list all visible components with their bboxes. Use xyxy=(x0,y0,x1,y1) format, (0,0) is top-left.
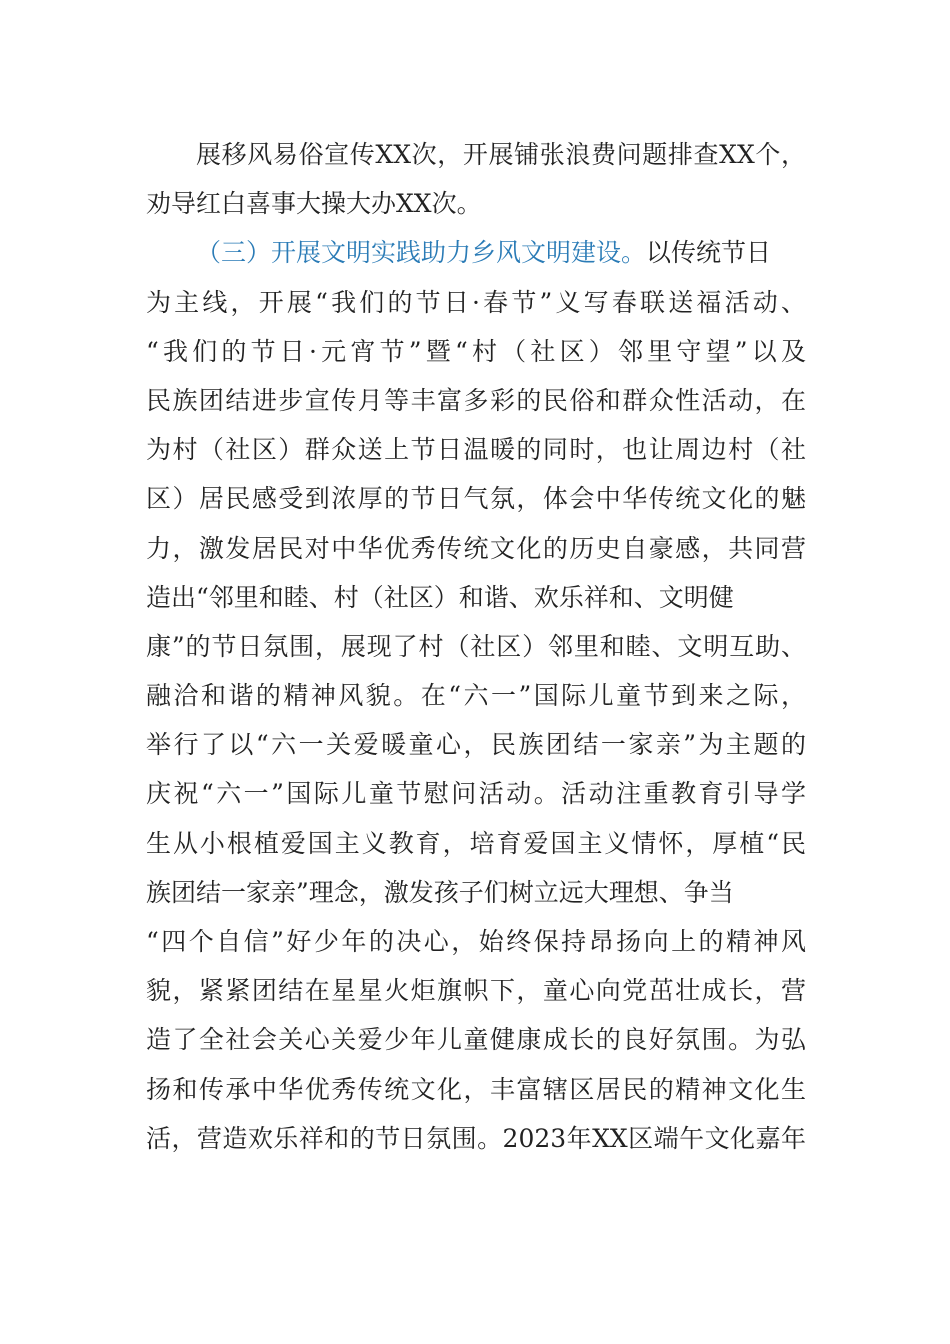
text-line: “四个自信”好少年的决心，始终保持昂扬向上的精神风 xyxy=(146,927,806,956)
text-line: 貌，紧紧团结在星星火炬旗帜下，童心向党茁壮成长，营 xyxy=(146,976,806,1006)
text-line: 生从小根植爱国主义教育，培育爱国主义情怀，厚植“民 xyxy=(146,828,806,858)
text-line: 扬和传承中华优秀传统文化，丰富辖区居民的精神文化生 xyxy=(146,1074,806,1104)
text-line: 造出“邻里和睦、村（社区）和谐、欢乐祥和、文明健 xyxy=(146,582,734,612)
text-line: 劝导红白喜事大操大办XX次。 xyxy=(146,189,482,219)
body-text xyxy=(146,130,806,1163)
text-line: 为主线，开展“我们的节日·春节”义写春联送福活动、 xyxy=(146,287,806,317)
text-line: 为村（社区）群众送上节日温暖的同时，也让周边村（社 xyxy=(146,435,806,465)
text-line: 造了全社会关心关爱少年儿童健康成长的良好氛围。为弘 xyxy=(146,1025,806,1055)
text-line: 族团结一家亲”理念，激发孩子们树立远大理想、争当 xyxy=(146,877,734,907)
text-line: 力，激发居民对中华优秀传统文化的历史自豪感，共同营 xyxy=(146,533,806,563)
text-line: 民族团结进步宣传月等丰富多彩的民俗和群众性活动，在 xyxy=(146,385,806,415)
text-line: 活，营造欢乐祥和的节日氛围。2023年XX区端午文化嘉年 xyxy=(146,1123,806,1153)
heading-line xyxy=(146,228,806,277)
text-line: 康”的节日氛围，展现了村（社区）邻里和睦、文明互助、 xyxy=(146,631,806,661)
text-line: 以传统节日 xyxy=(646,238,772,268)
text-line: 庆祝“六一”国际儿童节慰问活动。活动注重教育引导学 xyxy=(146,779,806,809)
text-line: 举行了以“六一关爱暖童心，民族团结一家亲”为主题的 xyxy=(146,730,806,760)
text-line: 展移风易俗宣传XX次，开展铺张浪费问题排查XX个， xyxy=(196,140,806,169)
text-line: 融洽和谐的精神风貌。在“六一”国际儿童节到来之际， xyxy=(146,681,806,711)
text-line: 区）居民感受到浓厚的节日气氛，体会中华传统文化的魅 xyxy=(146,484,806,514)
text-line: “我们的节日·元宵节”暨“村（社区）邻里守望”以及 xyxy=(146,336,806,366)
section-heading: （三）开展文明实践助力乡风文明建设。 xyxy=(196,238,647,268)
